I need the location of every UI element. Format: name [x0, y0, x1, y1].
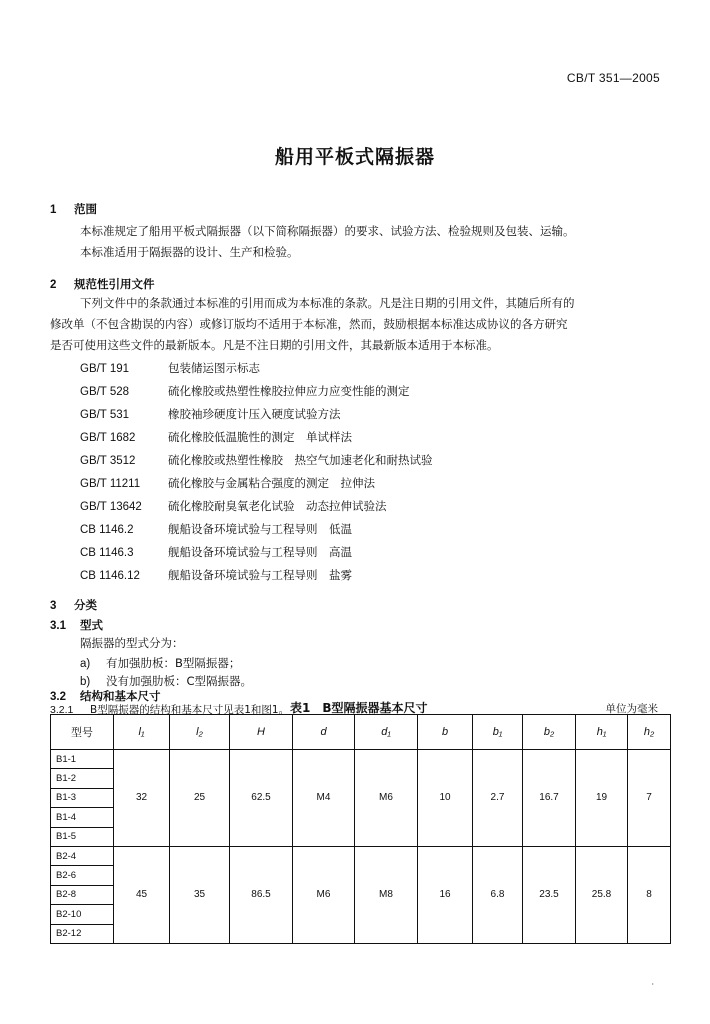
reference-title: 包装储运图示标志	[168, 361, 260, 375]
section-number: 3.1	[50, 620, 66, 632]
value-cell: 10	[418, 750, 473, 847]
value-cell: 32	[114, 750, 170, 847]
reference-item	[80, 383, 410, 399]
list-text: 没有加强肋板：C型隔振器。	[106, 674, 253, 688]
reference-title: 橡胶袖珍硬度计压入硬度试验方法	[168, 407, 341, 421]
column-header: d₁	[355, 715, 418, 750]
reference-code: CB 1146.3	[80, 547, 134, 559]
value-cell: M6	[355, 750, 418, 847]
list-marker: b)	[80, 676, 91, 688]
value-cell: 2.7	[473, 750, 523, 847]
value-cell: 62.5	[230, 750, 293, 847]
section-1-text-2	[80, 241, 299, 263]
section-number: 3.2	[50, 691, 66, 703]
value-cell: M8	[355, 846, 418, 943]
reference-code: GB/T 3512	[80, 455, 136, 467]
reference-item	[80, 360, 260, 376]
paragraph-line: 是否可使用这些文件的最新版本。凡是不注日期的引用文件，其最新版本适用于本标准。	[50, 338, 499, 352]
section-2-text-line-1	[80, 292, 575, 314]
list-text: 有加强肋板：B型隔振器；	[106, 656, 241, 670]
table-row	[51, 846, 671, 865]
reference-code: GB/T 1682	[80, 432, 136, 444]
type-cell: B1-1	[51, 750, 114, 769]
reference-item	[80, 498, 387, 514]
reference-code: CB 1146.12	[80, 570, 140, 582]
type-cell: B2-8	[51, 885, 114, 904]
section-title: 结构和基本尺寸	[80, 689, 161, 703]
column-header: b₁	[473, 715, 523, 750]
reference-item	[80, 452, 433, 468]
column-header: h₂	[628, 715, 671, 750]
table-unit: 单位为毫米	[605, 703, 658, 715]
value-cell: 16	[418, 846, 473, 943]
value-cell: 45	[114, 846, 170, 943]
column-header: b₂	[523, 715, 576, 750]
column-header: l₁	[114, 715, 170, 750]
table-header-row	[51, 715, 671, 750]
value-cell: 16.7	[523, 750, 576, 847]
table-caption: 表1 B型隔振器基本尺寸	[290, 701, 428, 715]
column-header: H	[230, 715, 293, 750]
reference-item	[80, 544, 352, 560]
reference-item	[80, 429, 352, 445]
reference-title: 舰船设备环境试验与工程导则 低温	[168, 522, 352, 536]
paragraph-line: 下列文件中的条款通过本标准的引用而成为本标准的条款。凡是注日期的引用文件，其随后所有的	[80, 296, 575, 310]
scan-speck: ·	[651, 980, 654, 989]
column-header: 型号	[51, 715, 114, 750]
section-number: 2	[50, 279, 57, 291]
type-intro: 隔振器的型式分为：	[80, 636, 184, 650]
reference-title: 舰船设备环境试验与工程导则 高温	[168, 545, 352, 559]
type-cell: B2-10	[51, 905, 114, 924]
reference-title: 硫化橡胶低温脆性的测定 单试样法	[168, 430, 352, 444]
column-header: d	[293, 715, 355, 750]
value-cell: M4	[293, 750, 355, 847]
section-number: 1	[50, 204, 57, 216]
reference-item	[80, 567, 352, 583]
list-item	[80, 673, 252, 689]
type-cell: B1-3	[51, 788, 114, 807]
type-cell: B2-12	[51, 924, 114, 943]
paragraph-line: 本标准规定了船用平板式隔振器（以下简称隔振器）的要求、试验方法、检验规则及包装、运输。	[80, 224, 575, 238]
column-header: l₂	[170, 715, 230, 750]
reference-code: CB 1146.2	[80, 524, 134, 536]
paragraph-line: 修改单（不包含勘误的内容）或修订版均不适用于本标准，然而，鼓励根据本标准达成协议的各方研究	[50, 317, 568, 331]
section-number: 3	[50, 600, 57, 612]
paragraph-line: 本标准适用于隔振器的设计、生产和检验。	[80, 245, 299, 259]
type-cell: B1-5	[51, 827, 114, 846]
section-2-heading	[50, 276, 155, 292]
value-cell: 86.5	[230, 846, 293, 943]
list-marker: a)	[80, 658, 91, 670]
section-1-text	[80, 220, 575, 242]
section-title: 型式	[80, 618, 103, 632]
value-cell: 35	[170, 846, 230, 943]
value-cell: M6	[293, 846, 355, 943]
value-cell: 7	[628, 750, 671, 847]
type-cell: B2-4	[51, 846, 114, 865]
table-row	[51, 750, 671, 769]
section-3-heading	[50, 597, 97, 613]
reference-title: 舰船设备环境试验与工程导则 盐雾	[168, 568, 352, 582]
reference-title: 硫化橡胶与金属粘合强度的测定 拉伸法	[168, 476, 375, 490]
section-2-text-line-2	[50, 313, 568, 335]
section-2-text-line-3	[50, 334, 499, 356]
section-number: 3.2.1	[50, 704, 74, 716]
reference-title: 硫化橡胶耐臭氧老化试验 动态拉伸试验法	[168, 499, 387, 513]
section-title: 范围	[74, 202, 97, 216]
column-header: h₁	[576, 715, 628, 750]
reference-item	[80, 406, 341, 422]
reference-item	[80, 521, 352, 537]
reference-title: 硫化橡胶或热塑性橡胶 热空气加速老化和耐热试验	[168, 453, 433, 467]
reference-code: GB/T 531	[80, 409, 130, 421]
list-item	[80, 655, 240, 671]
standard-number: CB/T 351—2005	[566, 71, 660, 85]
dimensions-table	[50, 714, 671, 944]
reference-code: GB/T 13642	[80, 501, 142, 513]
section-1-heading	[50, 201, 97, 217]
type-cell: B2-6	[51, 866, 114, 885]
value-cell: 25.8	[576, 846, 628, 943]
section-text: B型隔振器的结构和基本尺寸见表1和图1。	[90, 704, 290, 716]
section-3-1-heading	[50, 617, 103, 633]
type-cell: B1-2	[51, 769, 114, 788]
value-cell: 23.5	[523, 846, 576, 943]
column-header: b	[418, 715, 473, 750]
type-cell: B1-4	[51, 808, 114, 827]
reference-code: GB/T 528	[80, 386, 130, 398]
document-title: 船用平板式隔振器	[274, 146, 435, 168]
reference-title: 硫化橡胶或热塑性橡胶拉伸应力应变性能的测定	[168, 384, 410, 398]
reference-code: GB/T 11211	[80, 478, 141, 490]
value-cell: 6.8	[473, 846, 523, 943]
reference-item	[80, 475, 375, 491]
value-cell: 19	[576, 750, 628, 847]
section-title: 分类	[74, 598, 97, 612]
reference-code: GB/T 191	[80, 363, 130, 375]
value-cell: 25	[170, 750, 230, 847]
value-cell: 8	[628, 846, 671, 943]
section-title: 规范性引用文件	[74, 277, 155, 291]
